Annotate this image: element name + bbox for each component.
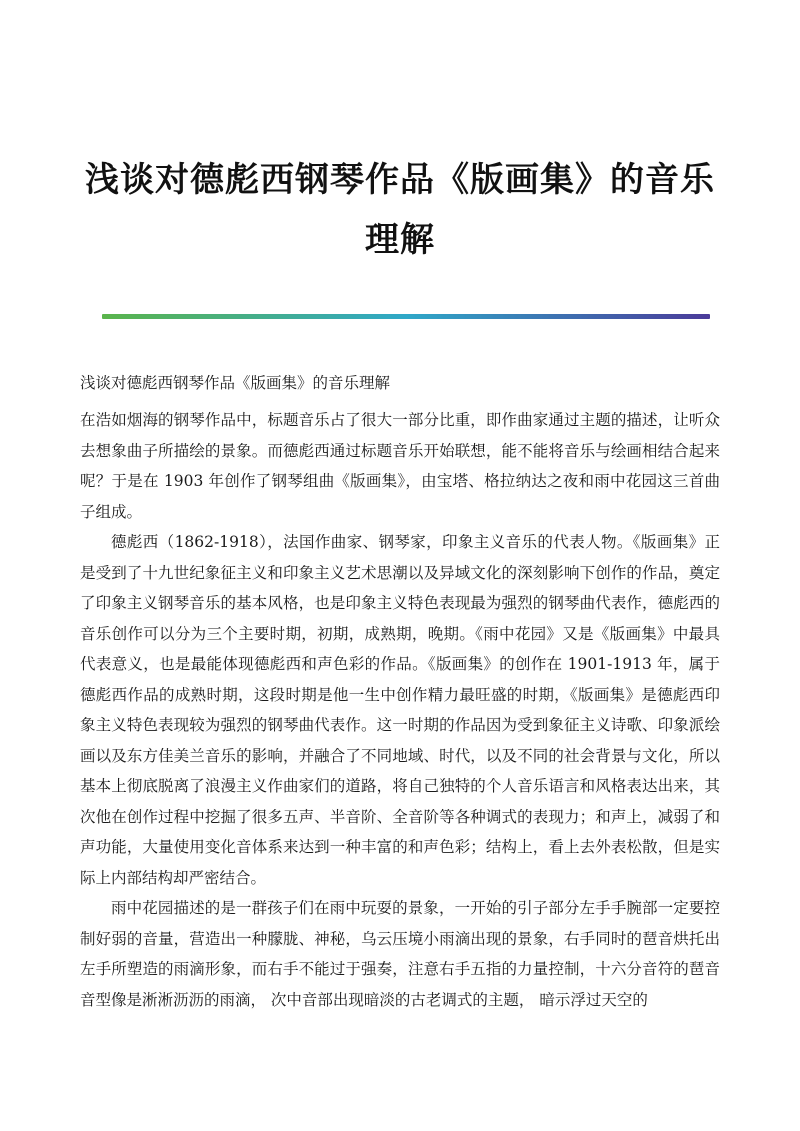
document-title: 浅谈对德彪西钢琴作品《版画集》的音乐理解	[85, 160, 715, 260]
document-subtitle: 浅谈对德彪西钢琴作品《版画集》的音乐理解	[80, 374, 391, 392]
title-divider	[102, 314, 710, 319]
document-body	[80, 405, 720, 1015]
paragraph: 德彪西（1862-1918），法国作曲家、钢琴家，印象主义音乐的代表人物。《版画集》正是受到了十九世纪象征主义和印象主义艺术思潮以及异域文化的深刻影响下创作的作品，奠定了印象主义钢琴音乐的基本风格，也是印象主义特色表现最为强烈的钢琴曲代表作，德彪西的音乐创作可以分为三个主要时期，初期，成熟期，晚期。《雨中花园》又是《版画集》中最具代表意义，也是最能体现德彪西和声色彩的作品。《版画集》的创作在 1901-1913 年，属于德彪西作品的成熟时期，这段时期是他一生中创作精力最旺盛的时期，《版画集》是德彪西印象主义特色表现较为强烈的钢琴曲代表作。这一时期的作品因为受到象征主义诗歌、印象派绘画以及东方佳美兰音乐的影响，并融合了不同地域、时代，以及不同的社会背景与文化，所以基本上彻底脱离了浪漫主义作曲家们的道路，将自己独特的个人音乐语言和风格表达出来，其次他在创作过程中挖掘了很多五声、半音阶、全音阶等各种调式的表现力；和声上，减弱了和声功能，大量使用变化音体系来达到一种丰富的和声色彩；结构上，看上去外表松散，但是实际上内部结构却严密结合。	[80, 533, 720, 887]
paragraph: 雨中花园描述的是一群孩子们在雨中玩耍的景象，一开始的引子部分左手手腕部一定要控制好弱的音量，营造出一种朦胧、神秘，乌云压境小雨滴出现的景象，右手同时的琶音烘托出左手所塑造的雨滴形象，而右手不能过于强奏，注意右手五指的力量控制，十六分音符的琶音音型像是淅淅沥沥的雨滴， 次中音部出现暗淡的古老调式的主题， 暗示浮过天空的	[80, 899, 720, 1009]
paragraph: 在浩如烟海的钢琴作品中，标题音乐占了很大一部分比重，即作曲家通过主题的描述，让听众去想象曲子所描绘的景象。而德彪西通过标题音乐开始联想，能不能将音乐与绘画相结合起来呢？于是在 1903 年创作了钢琴组曲《版画集》，由宝塔、格拉纳达之夜和雨中花园这三首曲子组成。	[80, 411, 720, 521]
